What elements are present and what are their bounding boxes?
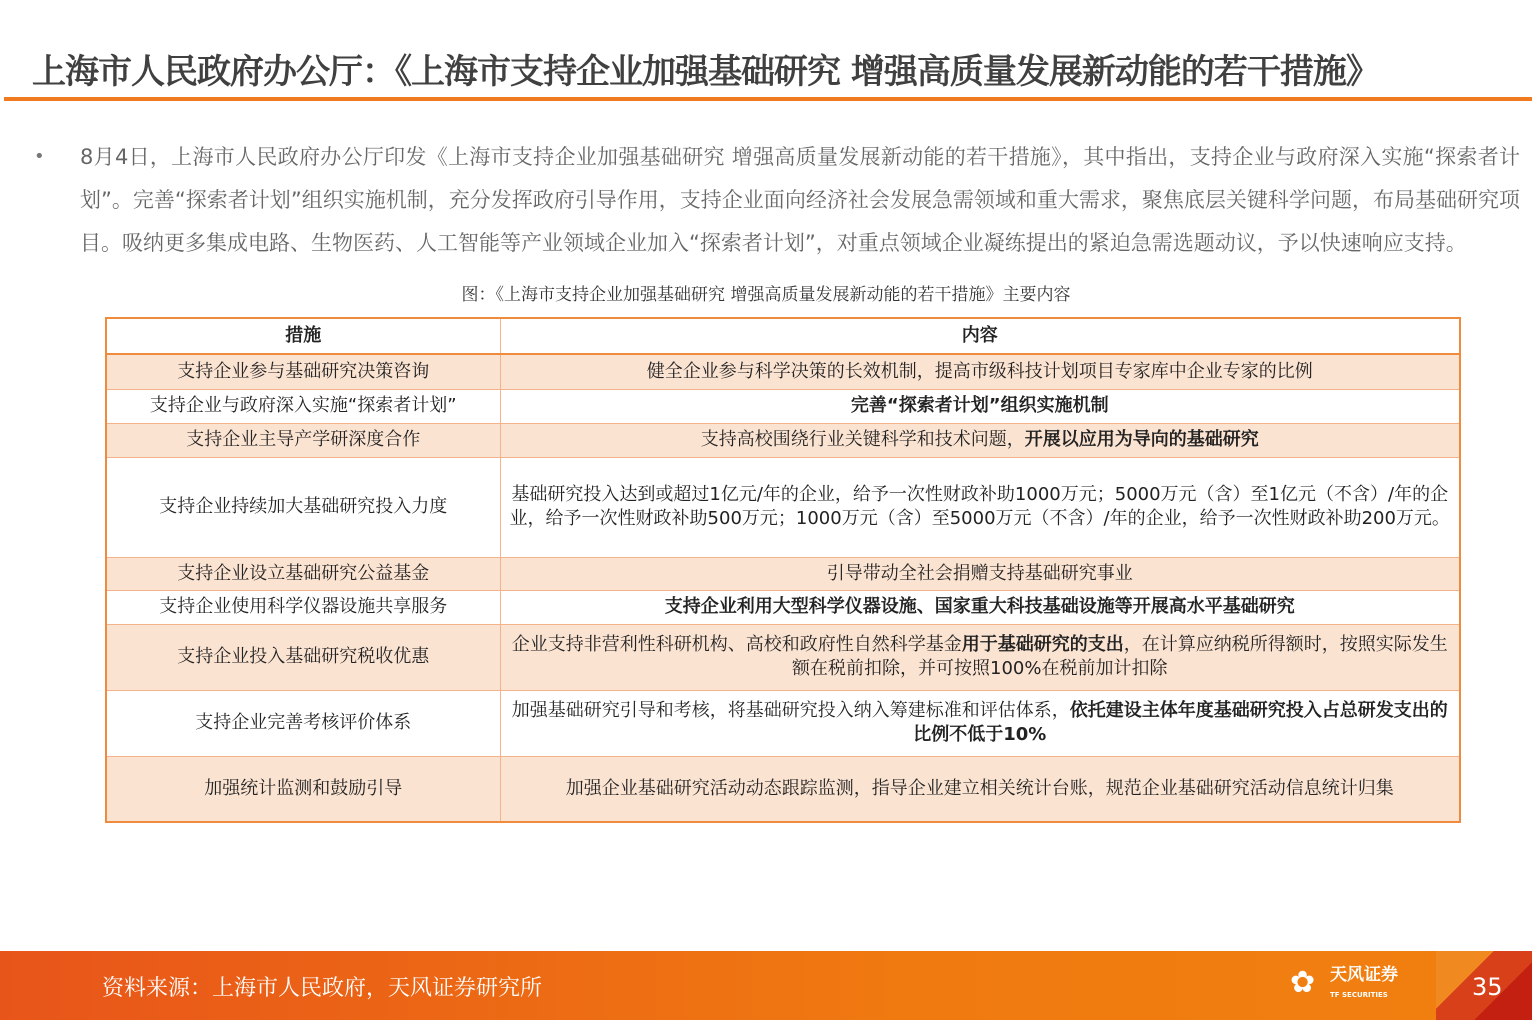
measure-cell: 支持企业与政府深入实施“探索者计划”	[106, 389, 500, 423]
content-cell	[500, 590, 1460, 624]
content-bold-text: 支持企业利用大型科学仪器设施、国家重大科技基础设施等开展高水平基础研究	[664, 596, 1295, 617]
measure-cell: 支持企业完善考核评价体系	[106, 690, 500, 756]
table-row	[106, 690, 1460, 756]
source-note: 资料来源：上海市人民政府，天风证券研究所	[102, 976, 543, 1001]
content-bold-text: 完善“探索者计划”组织实施机制	[850, 395, 1109, 416]
table-header-row	[106, 318, 1460, 354]
figure-caption: 图：《上海市支持企业加强基础研究 增强高质量发展新动能的若干措施》主要内容	[461, 285, 1071, 305]
content-cell	[500, 624, 1460, 690]
logo-subtext: TF SECURITIES	[1330, 991, 1388, 999]
content-cell	[500, 389, 1460, 423]
measures-table	[105, 317, 1461, 823]
table-row	[106, 457, 1460, 557]
table-row	[106, 389, 1460, 423]
content-cell	[500, 457, 1460, 557]
measure-cell: 支持企业参与基础研究决策咨询	[106, 354, 500, 389]
content-text: ，在计算应纳税所得额时，按照实际发生额在税前扣除，并可按照100%在税前加计扣除	[792, 634, 1448, 679]
table-row	[106, 756, 1460, 822]
table-row	[106, 557, 1460, 590]
bullet-icon: •	[34, 146, 45, 167]
content-text: 基础研究投入达到或超过1亿元/年的企业，给予一次性财政补助1000万元；5000万元（含）至1亿元（不含）/年的企业，给予一次性财政补助500万元；1000万元（含）至5000万元（不含）/年的企业，给予一次性财政补助200万元。	[509, 484, 1450, 529]
content-cell	[500, 354, 1460, 389]
content-text: 企业支持非营利性科研机构、高校和政府性自然科学基金	[511, 634, 962, 655]
content-bold-text: 开展以应用为导向的基础研究	[1024, 429, 1259, 450]
flower-logo-icon: ✿	[1290, 965, 1316, 1000]
content-cell	[500, 557, 1460, 590]
content-cell	[500, 690, 1460, 756]
table-row	[106, 423, 1460, 457]
content-text: 加强基础研究引导和考核，将基础研究投入纳入筹建标准和评估体系，	[511, 700, 1070, 721]
measure-cell: 加强统计监测和鼓励引导	[106, 756, 500, 822]
content-text: 支持高校围绕行业关键科学和技术问题，	[700, 429, 1025, 450]
company-logo	[1290, 963, 1434, 1009]
content-text: 引导带动全社会捐赠支持基础研究事业	[826, 562, 1133, 584]
title-divider	[4, 97, 1532, 101]
measure-cell: 支持企业设立基础研究公益基金	[106, 557, 500, 590]
table-row	[106, 624, 1460, 690]
measure-cell: 支持企业持续加大基础研究投入力度	[106, 457, 500, 557]
slide-title: 上海市人民政府办公厅：《上海市支持企业加强基础研究 增强高质量发展新动能的若干措施》	[32, 52, 1379, 92]
footer-bar	[0, 951, 1532, 1020]
header-measure: 措施	[106, 318, 500, 354]
header-content: 内容	[500, 318, 1460, 354]
content-bold-text: 依托建设主体年度基础研究投入占总研发支出的比例不低于10%	[913, 700, 1448, 745]
content-cell	[500, 423, 1460, 457]
table-row	[106, 354, 1460, 389]
measure-cell: 支持企业使用科学仪器设施共享服务	[106, 590, 500, 624]
content-text: 加强企业基础研究活动动态跟踪监测，指导企业建立相关统计台账，规范企业基础研究活动信息统计归集	[565, 777, 1394, 799]
measure-cell: 支持企业主导产学研深度合作	[106, 423, 500, 457]
logo-text: 天风证券	[1330, 965, 1398, 985]
body-paragraph: 8月4日，上海市人民政府办公厅印发《上海市支持企业加强基础研究 增强高质量发展新动能的若干措施》，其中指出，支持企业与政府深入实施“探索者计划”。完善“探索者计划”组织实施机制，充分发挥政府引导作用，支持企业面向经济社会发展急需领域和重大需求，聚焦底层关键科学问题，布局基础研究项目。吸纳更多集成电路、生物医药、人工智能等产业领域企业加入“探索者计划”，对重点领域企业凝练提出的紧迫急需选题动议，予以快速响应支持。	[80, 145, 1520, 255]
content-cell	[500, 756, 1460, 822]
content-bold-text: 用于基础研究的支出	[961, 634, 1124, 655]
content-text: 健全企业参与科学决策的长效机制，提高市级科技计划项目专家库中企业专家的比例	[646, 360, 1313, 382]
table-row	[106, 590, 1460, 624]
page-number: 35	[1472, 973, 1503, 1001]
content-area	[0, 136, 1532, 823]
measure-cell: 支持企业投入基础研究税收优惠	[106, 624, 500, 690]
